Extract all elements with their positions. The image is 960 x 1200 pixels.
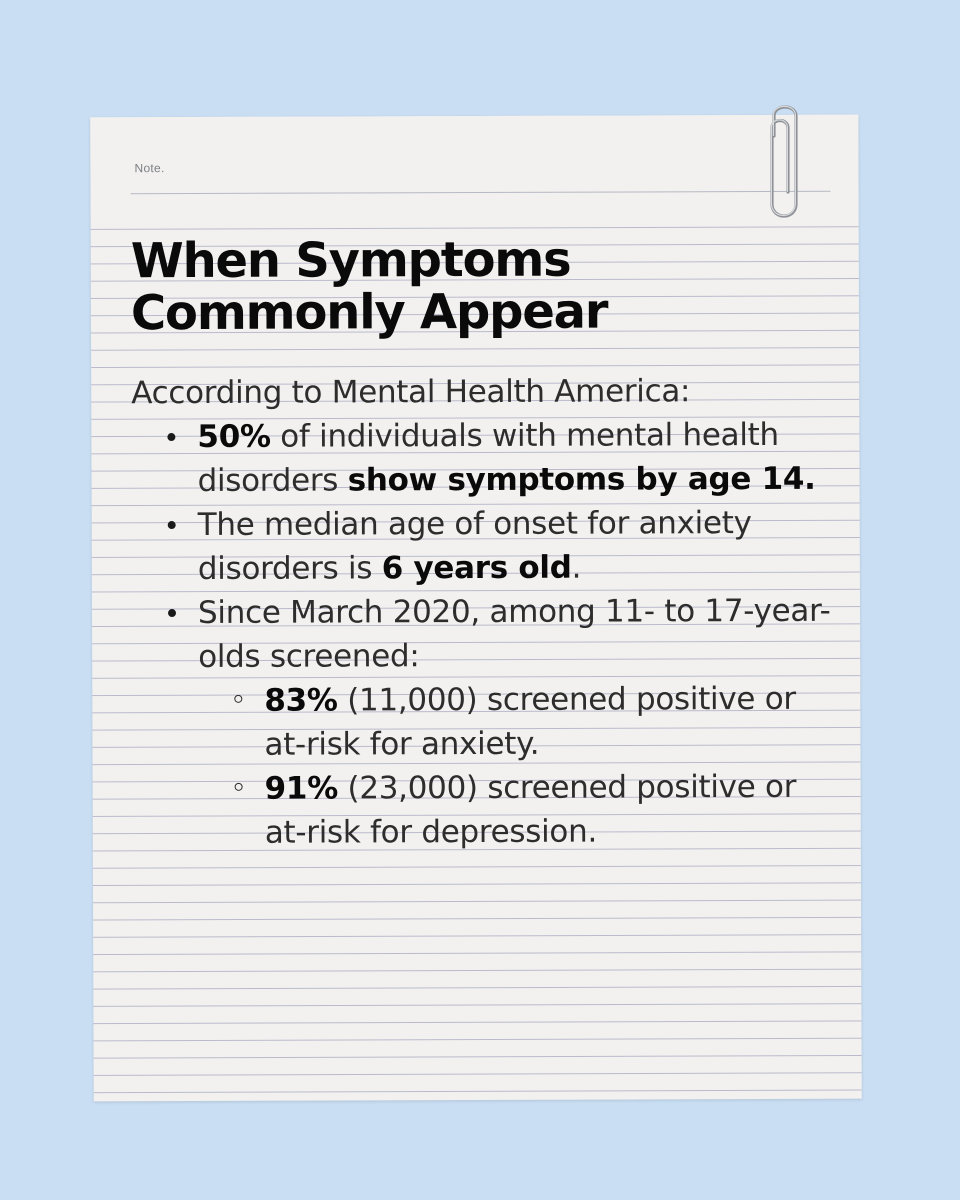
bullet-text: Since March 2020, among 11- to 17-year-olds screened: (197, 592, 831, 675)
sub-bullet-ring-icon (235, 783, 243, 791)
sub-bullet-text: (11,000) screened positive or at-risk for anxiety. (264, 680, 796, 763)
bullet-dot-icon (168, 521, 176, 529)
paper-header-area (90, 115, 858, 214)
bullet-stat: 50% (197, 418, 271, 455)
bullet-list (131, 413, 833, 855)
sub-bullet-stat: 83% (264, 682, 338, 719)
bullet-dot-icon (167, 433, 175, 441)
sub-bullet-depression (265, 765, 833, 855)
bullet-emphasis: show symptoms by age 14. (347, 460, 816, 499)
note-content (131, 233, 833, 855)
bullet-item-symptoms-age (197, 413, 831, 503)
bullet-text: The median age of onset for anxiety disorders is (197, 505, 752, 587)
title-line-2: Commonly Appear (130, 283, 608, 342)
bullet-item-screening (198, 589, 833, 855)
paperclip-icon (760, 96, 810, 226)
bullet-item-median-onset (198, 501, 832, 591)
page-title (130, 231, 831, 342)
bullet-text: of individuals with mental health disorders (197, 416, 779, 499)
sub-bullet-anxiety (264, 677, 832, 767)
bullet-dot-icon (168, 609, 176, 617)
bullet-punct: . (571, 549, 582, 586)
bullet-stat: 6 years old (381, 549, 572, 587)
sub-bullet-list (198, 677, 833, 855)
note-label: Note. (134, 161, 165, 176)
sub-bullet-ring-icon (234, 695, 242, 703)
intro-text: According to Mental Health America: (131, 373, 691, 412)
sub-bullet-text: (23,000) screened positive or at-risk for depression. (264, 768, 797, 851)
title-line-1: When Symptoms (130, 231, 571, 290)
note-paper (90, 115, 861, 1102)
sub-bullet-stat: 91% (264, 770, 339, 807)
